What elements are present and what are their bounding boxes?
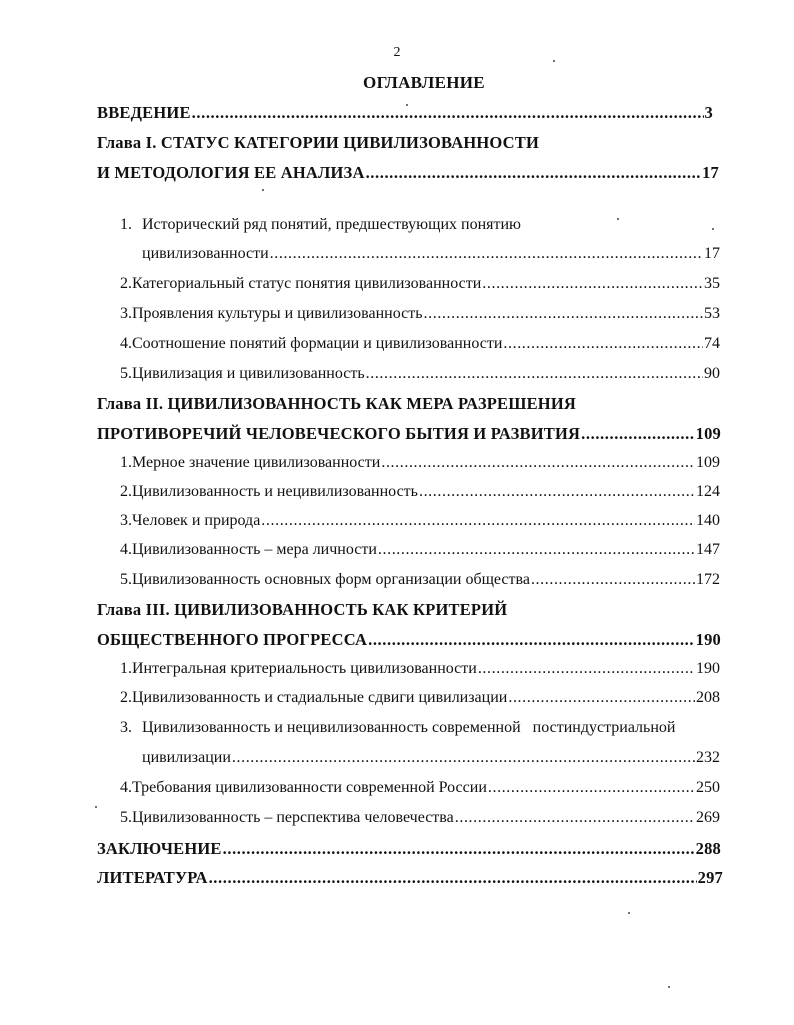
item-number: 4.	[120, 335, 132, 352]
item-page: 124	[696, 483, 720, 500]
item-number: 1.	[120, 454, 132, 471]
item-text: Требования цивилизованности современной России	[132, 779, 487, 796]
item-page: 232	[696, 749, 720, 766]
chapter-heading-line1: Глава I. СТАТУС КАТЕГОРИИ ЦИВИЛИЗОВАННОСТИ	[97, 133, 539, 152]
toc-item-continuation[interactable]	[142, 245, 720, 263]
leader-dots	[581, 424, 694, 444]
entry-label: ЗАКЛЮЧЕНИЕ	[97, 839, 222, 858]
entry-page: 3	[704, 103, 713, 122]
item-page: 74	[704, 335, 720, 352]
chapter-heading-line2: ОБЩЕСТВЕННОГО ПРОГРЕССА	[97, 630, 368, 649]
entry-page: 288	[695, 839, 721, 858]
leader-dots	[503, 335, 703, 353]
toc-item[interactable]	[120, 365, 720, 383]
leader-dots	[261, 512, 695, 530]
item-text: Соотношение понятий формации и цивилизованности	[132, 335, 503, 352]
leader-dots	[424, 305, 703, 323]
toc-item[interactable]	[120, 512, 720, 530]
item-number: 2.	[120, 689, 132, 706]
item-text: Категориальный статус понятия цивилизованности	[132, 275, 482, 292]
toc-item[interactable]	[120, 779, 720, 797]
leader-dots	[482, 275, 703, 293]
entry-label: ВВЕДЕНИЕ	[97, 103, 191, 122]
item-number: 3.	[120, 512, 132, 529]
toc-title: ОГЛАВЛЕНИЕ	[363, 73, 485, 92]
leader-dots	[270, 245, 703, 263]
entry-page: 109	[695, 424, 721, 443]
scan-speck	[668, 986, 670, 988]
entry-page: 190	[695, 630, 721, 649]
chapter-3-heading[interactable]	[97, 600, 717, 620]
toc-item[interactable]	[120, 216, 720, 234]
item-number: 5.	[120, 809, 132, 826]
toc-item[interactable]	[120, 809, 720, 827]
leader-dots	[488, 779, 695, 797]
item-page: 147	[696, 541, 720, 558]
leader-dots	[508, 689, 695, 707]
chapter-2-heading[interactable]	[97, 394, 717, 414]
leader-dots	[232, 749, 695, 767]
item-page: 140	[696, 512, 720, 529]
leader-dots	[366, 163, 702, 183]
entry-label: ЛИТЕРАТУРА	[97, 868, 208, 887]
toc-item[interactable]	[120, 689, 720, 707]
chapter-2-heading-line2[interactable]	[97, 424, 721, 444]
item-page: 269	[696, 809, 720, 826]
item-number: 3.	[120, 305, 132, 322]
leader-dots	[223, 839, 695, 859]
toc-item-continuation[interactable]	[142, 749, 720, 767]
toc-item[interactable]	[120, 335, 720, 353]
item-text: Цивилизованность основных форм организации общества	[132, 571, 530, 588]
leader-dots	[378, 541, 695, 559]
item-page: 17	[704, 245, 720, 262]
chapter-heading-line2: И МЕТОДОЛОГИЯ ЕЕ АНАЛИЗА	[97, 163, 365, 182]
entry-page: 17	[702, 163, 719, 182]
chapter-heading-line2: ПРОТИВОРЕЧИЙ ЧЕЛОВЕЧЕСКОГО БЫТИЯ И РАЗВИТИЯ	[97, 424, 581, 443]
item-page: 250	[696, 779, 720, 796]
scan-speck	[406, 104, 408, 106]
leader-dots	[366, 365, 703, 383]
chapter-3-heading-line2[interactable]	[97, 630, 721, 650]
item-text: Исторический ряд понятий, предшествующих понятию	[142, 216, 521, 233]
item-text: Интегральная критериальность цивилизованности	[132, 660, 477, 677]
item-page: 208	[696, 689, 720, 706]
item-page: 190	[696, 660, 720, 677]
item-text: Проявления культуры и цивилизованность	[132, 305, 423, 322]
leader-dots	[531, 571, 695, 589]
toc-item[interactable]	[120, 483, 720, 501]
item-number: 2.	[120, 483, 132, 500]
toc-item[interactable]	[120, 454, 720, 472]
item-page: 35	[704, 275, 720, 292]
item-page: 109	[696, 454, 720, 471]
item-text: Цивилизованность – мера личности	[132, 541, 377, 558]
chapter-1-heading[interactable]	[97, 133, 717, 153]
item-text: цивилизации	[142, 749, 231, 766]
leader-dots	[209, 868, 697, 888]
scan-speck	[712, 228, 714, 230]
leader-dots	[192, 103, 704, 123]
item-number: 1.	[120, 216, 132, 233]
item-number: 4.	[120, 779, 132, 796]
chapter-heading-line1: Глава III. ЦИВИЛИЗОВАННОСТЬ КАК КРИТЕРИЙ	[97, 600, 508, 619]
toc-item[interactable]	[120, 541, 720, 559]
scan-speck	[95, 806, 97, 808]
item-text: Человек и природа	[132, 512, 261, 529]
item-text: цивилизованности	[142, 245, 269, 262]
toc-item[interactable]	[120, 719, 720, 737]
item-page: 53	[704, 305, 720, 322]
item-text: Мерное значение цивилизованности	[132, 454, 381, 471]
toc-entry-literature[interactable]	[97, 868, 723, 888]
item-number: 4.	[120, 541, 132, 558]
item-text: Цивилизованность и нецивилизованность современной постиндустриальной	[142, 719, 676, 736]
item-text: Цивилизованность и стадиальные сдвиги цивилизации	[132, 689, 508, 706]
chapter-1-heading-line2[interactable]	[97, 163, 719, 183]
item-page: 172	[696, 571, 720, 588]
scan-speck	[617, 218, 619, 220]
toc-item[interactable]	[120, 660, 720, 678]
chapter-heading-line1: Глава II. ЦИВИЛИЗОВАННОСТЬ КАК МЕРА РАЗРЕШЕНИЯ	[97, 394, 576, 413]
toc-item[interactable]	[120, 275, 720, 293]
entry-page: 297	[697, 868, 723, 887]
leader-dots	[368, 630, 695, 650]
item-number: 1.	[120, 660, 132, 677]
item-number: 2.	[120, 275, 132, 292]
item-text: Цивилизованность и нецивилизованность	[132, 483, 418, 500]
toc-entry-conclusion[interactable]	[97, 839, 721, 859]
scan-speck	[262, 189, 264, 191]
item-text: Цивилизация и цивилизованность	[132, 365, 365, 382]
item-number: 5.	[120, 571, 132, 588]
toc-item[interactable]	[120, 571, 720, 589]
leader-dots	[478, 660, 695, 678]
toc-item[interactable]	[120, 305, 720, 323]
item-number: 3.	[120, 719, 132, 736]
leader-dots	[419, 483, 695, 501]
page-number: 2	[393, 45, 401, 60]
leader-dots	[381, 454, 695, 472]
item-number: 5.	[120, 365, 132, 382]
item-text: Цивилизованность – перспектива человечества	[132, 809, 454, 826]
toc-entry-intro[interactable]	[97, 103, 713, 123]
leader-dots	[455, 809, 695, 827]
scan-speck	[553, 60, 555, 62]
item-page: 90	[704, 365, 720, 382]
scan-speck	[628, 912, 630, 914]
